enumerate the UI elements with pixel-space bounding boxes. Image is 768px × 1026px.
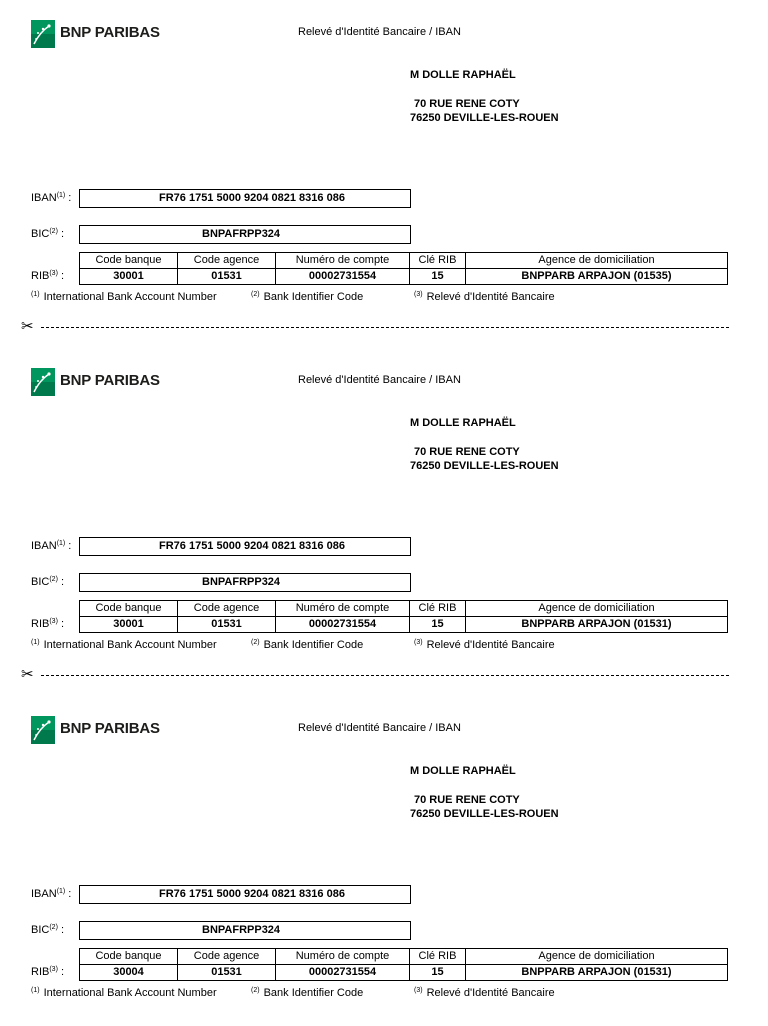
bic-label: BIC$^{(2)}$ : [31, 576, 65, 588]
address-line-2: 76250 DEVILLE-LES-ROUEN [410, 460, 559, 472]
cut-line-2 [21, 668, 729, 682]
bic-value: BNPAFRPP324 [202, 576, 281, 588]
bnp-paribas-star-logo-icon [31, 716, 55, 744]
header-numero-compte: Numéro de compte [276, 601, 410, 617]
bank-name: BNP PARIBAS [60, 720, 160, 737]
header-code-agence: Code agence [178, 949, 276, 965]
footnote-1: $^{(1)}$ International Bank Account Number [31, 639, 217, 651]
rib-header-row [80, 601, 728, 617]
bic-value: BNPAFRPP324 [202, 924, 281, 936]
scissors-icon: ✂ [21, 666, 34, 683]
iban-field [79, 885, 411, 904]
bic-value: BNPAFRPP324 [202, 228, 281, 240]
rib-label: RIB$^{(3)}$ : [31, 966, 65, 978]
value-code-banque: 30001 [80, 269, 178, 285]
header-cle-rib: Clé RIB [410, 949, 466, 965]
bank-logo [31, 20, 161, 50]
dashed-divider [41, 675, 729, 676]
header-code-banque: Code banque [80, 601, 178, 617]
rib-table [79, 600, 728, 633]
header-cle-rib: Clé RIB [410, 253, 466, 269]
iban-field [79, 537, 411, 556]
footnote-2: $^{(2)}$ Bank Identifier Code [251, 987, 364, 999]
value-code-banque: 30001 [80, 617, 178, 633]
value-code-agence: 01531 [178, 269, 276, 285]
address-line-1: 70 RUE RENE COTY [414, 446, 520, 458]
header-numero-compte: Numéro de compte [276, 949, 410, 965]
bank-logo [31, 368, 161, 398]
header-code-banque: Code banque [80, 253, 178, 269]
footnote-3: $^{(3)}$ Relevé d'Identité Bancaire [414, 291, 555, 303]
iban-field [79, 189, 411, 208]
rib-table [79, 948, 728, 981]
footnote-2: $^{(2)}$ Bank Identifier Code [251, 291, 364, 303]
footnote-3: $^{(3)}$ Relevé d'Identité Bancaire [414, 639, 555, 651]
header-code-agence: Code agence [178, 601, 276, 617]
iban-label: IBAN$^{(1)}$ : [31, 888, 72, 900]
value-agence: BNPPARB ARPAJON (01531) [466, 965, 728, 981]
rib-label: RIB$^{(3)}$ : [31, 270, 65, 282]
account-holder-name: M DOLLE RAPHAËL [410, 417, 516, 429]
value-code-banque: 30004 [80, 965, 178, 981]
header-agence: Agence de domiciliation [466, 601, 728, 617]
header-cle-rib: Clé RIB [410, 601, 466, 617]
bic-field [79, 225, 411, 244]
address-line-2: 76250 DEVILLE-LES-ROUEN [410, 112, 559, 124]
bic-label: BIC$^{(2)}$ : [31, 924, 65, 936]
value-cle-rib: 15 [410, 965, 466, 981]
value-code-agence: 01531 [178, 965, 276, 981]
value-agence: BNPPARB ARPAJON (01535) [466, 269, 728, 285]
iban-label: IBAN$^{(1)}$ : [31, 540, 72, 552]
address-line-1: 70 RUE RENE COTY [414, 98, 520, 110]
rib-slip-2 [0, 348, 768, 678]
value-agence: BNPPARB ARPAJON (01531) [466, 617, 728, 633]
bank-name: BNP PARIBAS [60, 24, 160, 41]
footnote-1: $^{(1)}$ International Bank Account Number [31, 291, 217, 303]
address-line-1: 70 RUE RENE COTY [414, 794, 520, 806]
document-title: Relevé d'Identité Bancaire / IBAN [298, 26, 461, 38]
value-cle-rib: 15 [410, 269, 466, 285]
value-code-agence: 01531 [178, 617, 276, 633]
bic-field [79, 921, 411, 940]
rib-header-row [80, 253, 728, 269]
footnote-1: $^{(1)}$ International Bank Account Number [31, 987, 217, 999]
header-agence: Agence de domiciliation [466, 949, 728, 965]
header-agence: Agence de domiciliation [466, 253, 728, 269]
rib-header-row [80, 949, 728, 965]
value-numero-compte: 00002731554 [276, 617, 410, 633]
document-title: Relevé d'Identité Bancaire / IBAN [298, 722, 461, 734]
value-numero-compte: 00002731554 [276, 965, 410, 981]
rib-values-row [80, 617, 728, 633]
bnp-paribas-star-logo-icon [31, 368, 55, 396]
value-numero-compte: 00002731554 [276, 269, 410, 285]
rib-table [79, 252, 728, 285]
iban-value: FR76 1751 5000 9204 0821 8316 086 [159, 888, 345, 900]
header-code-banque: Code banque [80, 949, 178, 965]
bank-logo [31, 716, 161, 746]
value-cle-rib: 15 [410, 617, 466, 633]
rib-values-row [80, 965, 728, 981]
footnote-3: $^{(3)}$ Relevé d'Identité Bancaire [414, 987, 555, 999]
account-holder-name: M DOLLE RAPHAËL [410, 765, 516, 777]
footnote-2: $^{(2)}$ Bank Identifier Code [251, 639, 364, 651]
bic-field [79, 573, 411, 592]
header-code-agence: Code agence [178, 253, 276, 269]
document-title: Relevé d'Identité Bancaire / IBAN [298, 374, 461, 386]
cut-line-1 [21, 320, 729, 334]
scissors-icon: ✂ [21, 318, 34, 335]
iban-value: FR76 1751 5000 9204 0821 8316 086 [159, 192, 345, 204]
rib-slip-3 [0, 696, 768, 1026]
account-holder-name: M DOLLE RAPHAËL [410, 69, 516, 81]
header-numero-compte: Numéro de compte [276, 253, 410, 269]
rib-slip-1 [0, 0, 768, 330]
dashed-divider [41, 327, 729, 328]
rib-label: RIB$^{(3)}$ : [31, 618, 65, 630]
iban-label: IBAN$^{(1)}$ : [31, 192, 72, 204]
bnp-paribas-star-logo-icon [31, 20, 55, 48]
rib-values-row [80, 269, 728, 285]
address-line-2: 76250 DEVILLE-LES-ROUEN [410, 808, 559, 820]
bic-label: BIC$^{(2)}$ : [31, 228, 65, 240]
iban-value: FR76 1751 5000 9204 0821 8316 086 [159, 540, 345, 552]
bank-name: BNP PARIBAS [60, 372, 160, 389]
